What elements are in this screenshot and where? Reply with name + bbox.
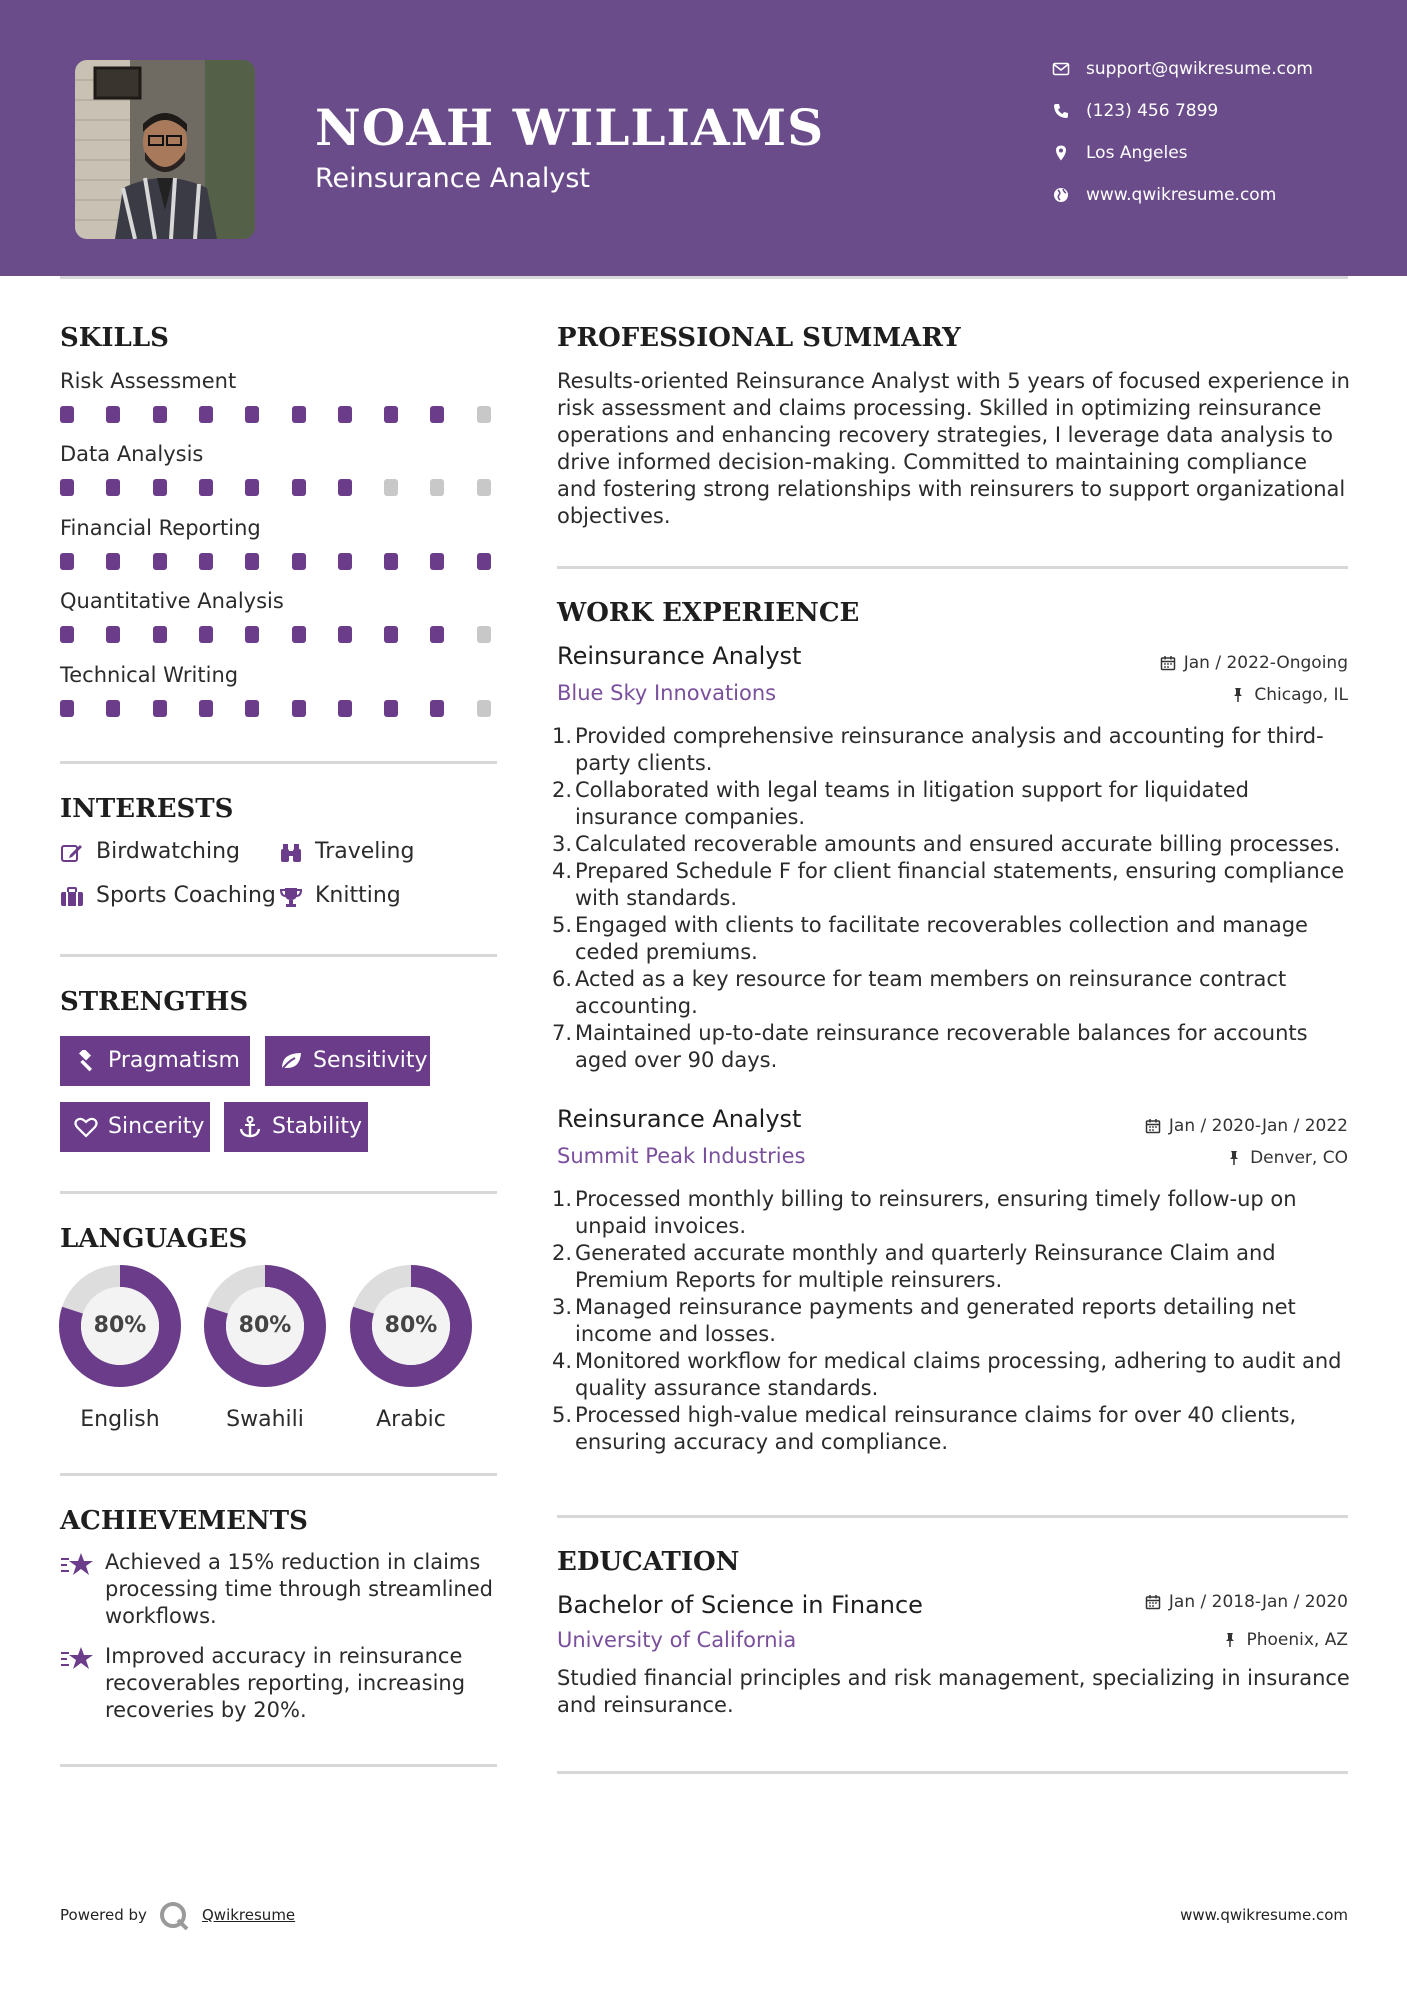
- envelope-icon: [1052, 60, 1070, 78]
- skill-rating: [60, 700, 500, 720]
- job-location: [1226, 1148, 1348, 1168]
- interest-label: Knitting: [315, 883, 401, 908]
- skill-name: Quantitative Analysis: [60, 589, 284, 613]
- interest-item: [279, 837, 414, 867]
- list-item: 4. Monitored workflow for medical claims processing, adhering to audit and quality assurance standards.: [552, 1349, 1342, 1400]
- achievement-text: Improved accuracy in reinsurance recoverables reporting, increasing recoveries by 20%.: [105, 1644, 466, 1722]
- star-icon: [60, 1552, 94, 1578]
- leaf-icon: [279, 1050, 303, 1072]
- achievement-text: Achieved a 15% reduction in claims processing time through streamlined workflows.: [105, 1550, 493, 1628]
- rating-dot-filled: [199, 406, 213, 423]
- rating-dot-filled: [292, 700, 306, 717]
- rating-dot-filled: [245, 700, 259, 717]
- list-item: 6. Acted as a key resource for team members on reinsurance contract accounting.: [552, 967, 1287, 1018]
- anchor-icon: [238, 1116, 262, 1138]
- section-divider: [557, 566, 1348, 569]
- map-pin-icon: [1052, 144, 1070, 162]
- job-dates: [1160, 653, 1348, 673]
- rating-dot-filled: [199, 553, 213, 570]
- list-item: 5. Processed high-value medical reinsurance claims for over 40 clients, ensuring accuracy and compliance.: [552, 1403, 1297, 1454]
- skill-row: [60, 441, 500, 499]
- skill-rating: [60, 626, 500, 646]
- rating-dot-filled: [199, 626, 213, 643]
- rating-dot-empty: [477, 406, 491, 423]
- bullet-text: Maintained up-to-date reinsurance recoverable balances for accounts aged over 90 days.: [575, 1021, 1308, 1072]
- rating-dot-empty: [477, 479, 491, 496]
- job-title: Reinsurance Analyst: [557, 642, 802, 670]
- list-item: 3. Calculated recoverable amounts and ensured accurate billing processes.: [552, 832, 1341, 856]
- strengths-title: STRENGTHS: [60, 987, 249, 1017]
- language-name: English: [80, 1407, 160, 1432]
- rating-dot-filled: [338, 626, 352, 643]
- rating-dot-filled: [106, 700, 120, 717]
- rating-dot-filled: [430, 700, 444, 717]
- rating-dot-filled: [60, 553, 74, 570]
- rating-dot-empty: [384, 479, 398, 496]
- interest-label: Sports Coaching: [96, 883, 276, 908]
- rating-dot-filled: [430, 553, 444, 570]
- strength-label: Pragmatism: [108, 1048, 240, 1073]
- rating-dot-filled: [338, 406, 352, 423]
- skill-name: Data Analysis: [60, 442, 204, 466]
- strength-label: Stability: [272, 1114, 363, 1139]
- rating-dot-filled: [292, 626, 306, 643]
- job-location-text: Chicago, IL: [1254, 685, 1348, 705]
- company-name[interactable]: Summit Peak Industries: [557, 1144, 806, 1168]
- bullet-text: Monitored workflow for medical claims processing, adhering to audit and quality assurance standards.: [575, 1349, 1342, 1400]
- section-divider: [557, 1515, 1348, 1518]
- interest-label: Birdwatching: [96, 839, 240, 864]
- resume-header: [0, 0, 1407, 276]
- job-dates-text: Jan / 2020-Jan / 2022: [1168, 1116, 1348, 1136]
- interest-item: [60, 881, 276, 911]
- achievements-title: ACHIEVEMENTS: [60, 1506, 308, 1536]
- language-item: [203, 1264, 327, 1432]
- rating-dot-empty: [430, 479, 444, 496]
- skill-row: [60, 515, 500, 573]
- job-location: [1230, 685, 1348, 705]
- list-item: 3. Managed reinsurance payments and generated reports detailing net income and losses.: [552, 1295, 1296, 1346]
- trophy-icon: [279, 886, 303, 908]
- bullet-text: Calculated recoverable amounts and ensured accurate billing processes.: [575, 832, 1341, 856]
- gavel-icon: [74, 1050, 98, 1072]
- summary-title: PROFESSIONAL SUMMARY: [557, 323, 961, 353]
- job-location-text: Denver, CO: [1250, 1148, 1348, 1168]
- skill-row: [60, 662, 500, 720]
- bullet-text: Engaged with clients to facilitate recoverables collection and manage ceded premiums.: [575, 913, 1308, 964]
- education-title: EDUCATION: [557, 1547, 740, 1577]
- language-percent: 80%: [93, 1313, 147, 1338]
- experience-title: WORK EXPERIENCE: [557, 598, 860, 628]
- rating-dot-filled: [106, 553, 120, 570]
- job-bullets: [552, 1186, 1350, 1456]
- rating-dot-filled: [60, 626, 74, 643]
- interest-item: [60, 837, 240, 867]
- bullet-text: Acted as a key resource for team members on reinsurance contract accounting.: [575, 967, 1287, 1018]
- rating-dot-filled: [60, 700, 74, 717]
- education-location-text: Phoenix, AZ: [1246, 1630, 1348, 1650]
- contact-phone-text: (123) 456 7899: [1086, 101, 1219, 121]
- job-title: Reinsurance Analyst: [557, 1105, 802, 1133]
- list-item: 1. Processed monthly billing to reinsurers, ensuring timely follow-up on unpaid invoices.: [552, 1187, 1297, 1238]
- degree-title: Bachelor of Science in Finance: [557, 1591, 923, 1619]
- rating-dot-filled: [245, 479, 259, 496]
- interests-title: INTERESTS: [60, 794, 234, 824]
- list-item: 2. Generated accurate monthly and quarterly Reinsurance Claim and Premium Reports for multiple reinsurers.: [552, 1241, 1276, 1292]
- rating-dot-filled: [153, 553, 167, 570]
- education-dates-text: Jan / 2018-Jan / 2020: [1168, 1592, 1348, 1612]
- header-divider: [60, 276, 1348, 279]
- calendar-icon: [1145, 1118, 1161, 1134]
- list-item: 4. Prepared Schedule F for client financial statements, ensuring compliance with standards.: [552, 859, 1345, 910]
- pushpin-icon: [1222, 1632, 1238, 1648]
- bullet-text: Generated accurate monthly and quarterly Reinsurance Claim and Premium Reports for multiple reinsurers.: [575, 1241, 1276, 1292]
- rating-dot-filled: [384, 626, 398, 643]
- qwikresume-logo-icon[interactable]: [158, 1900, 190, 1932]
- contact-website-text: www.qwikresume.com: [1086, 185, 1277, 205]
- rating-dot-filled: [430, 626, 444, 643]
- rating-dot-filled: [199, 479, 213, 496]
- footer-website[interactable]: www.qwikresume.com: [1180, 1906, 1348, 1924]
- section-divider: [60, 954, 497, 957]
- list-item: 1. Provided comprehensive reinsurance analysis and accounting for third-party clients.: [552, 724, 1324, 775]
- calendar-icon: [1160, 655, 1176, 671]
- edit-icon: [60, 842, 84, 864]
- achievement-item: [60, 1643, 500, 1724]
- strength-badge: [265, 1036, 430, 1086]
- job-bullets: [552, 723, 1350, 1074]
- rating-dot-filled: [60, 479, 74, 496]
- contact-list: [1048, 56, 1388, 224]
- rating-dot-filled: [153, 626, 167, 643]
- rating-dot-filled: [430, 406, 444, 423]
- job-dates-text: Jan / 2022-Ongoing: [1183, 653, 1348, 673]
- education-location: [1222, 1630, 1348, 1650]
- summary-text: Results-oriented Reinsurance Analyst with 5 years of focused experience in risk assessment and claims processing. Skilled in optimizing reinsurance operations and enhancing recovery strategies, I leverage data analysis to drive informed decision-making. Committed to maintaining compliance and fostering strong relationships with reinsurers to support organizational objectives.: [557, 369, 1350, 528]
- contact-email[interactable]: [1048, 56, 1388, 98]
- rating-dot-filled: [199, 700, 213, 717]
- education-description: Studied financial principles and risk management, specializing in insurance and reinsurance.: [557, 1666, 1350, 1717]
- rating-dot-filled: [60, 406, 74, 423]
- skill-rating: [60, 479, 500, 499]
- strength-badge: [60, 1102, 210, 1152]
- skill-name: Risk Assessment: [60, 369, 237, 393]
- skill-rating: [60, 553, 500, 573]
- rating-dot-filled: [245, 406, 259, 423]
- binoculars-icon: [279, 842, 303, 864]
- language-item: [349, 1264, 473, 1432]
- qwikresume-link[interactable]: Qwikresume: [202, 1906, 296, 1924]
- languages-title: LANGUAGES: [60, 1224, 248, 1254]
- language-name: Arabic: [376, 1407, 446, 1432]
- language-percent: 80%: [238, 1313, 292, 1338]
- section-divider: [557, 1771, 1348, 1774]
- bullet-text: Processed high-value medical reinsurance claims for over 40 clients, ensuring accuracy and compliance.: [575, 1403, 1297, 1454]
- rating-dot-filled: [106, 406, 120, 423]
- briefcase-icon: [60, 886, 84, 908]
- job-dates: [1145, 1116, 1348, 1136]
- bullet-text: Prepared Schedule F for client financial statements, ensuring compliance with standards.: [575, 859, 1345, 910]
- pushpin-icon: [1226, 1150, 1242, 1166]
- education-dates: [1145, 1592, 1348, 1612]
- section-divider: [60, 1191, 497, 1194]
- candidate-role: Reinsurance Analyst: [315, 163, 591, 194]
- rating-dot-filled: [384, 406, 398, 423]
- heart-icon: [74, 1116, 98, 1138]
- rating-dot-filled: [153, 479, 167, 496]
- rating-dot-filled: [106, 626, 120, 643]
- candidate-name: NOAH WILLIAMS: [315, 98, 825, 157]
- skill-name: Technical Writing: [60, 663, 239, 687]
- bullet-text: Managed reinsurance payments and generated reports detailing net income and losses.: [575, 1295, 1296, 1346]
- rating-dot-filled: [292, 553, 306, 570]
- rating-dot-filled: [292, 406, 306, 423]
- bullet-text: Processed monthly billing to reinsurers, ensuring timely follow-up on unpaid invoices.: [575, 1187, 1297, 1238]
- phone-icon: [1052, 102, 1070, 120]
- contact-email-text: support@qwikresume.com: [1086, 59, 1313, 79]
- contact-website[interactable]: [1048, 182, 1388, 224]
- list-item: 5. Engaged with clients to facilitate recoverables collection and manage ceded premiums.: [552, 913, 1308, 964]
- section-divider: [60, 1764, 497, 1767]
- rating-dot-filled: [338, 700, 352, 717]
- bullet-text: Provided comprehensive reinsurance analysis and accounting for third-party clients.: [575, 724, 1324, 775]
- rating-dot-filled: [106, 479, 120, 496]
- strength-label: Sensitivity: [313, 1048, 428, 1073]
- skills-title: SKILLS: [60, 323, 169, 353]
- language-name: Swahili: [226, 1407, 304, 1432]
- rating-dot-filled: [384, 553, 398, 570]
- bullet-text: Collaborated with legal teams in litigation support for liquidated insurance companies.: [575, 778, 1250, 829]
- contact-location: [1048, 140, 1388, 182]
- rating-dot-filled: [338, 553, 352, 570]
- rating-dot-filled: [477, 553, 491, 570]
- pushpin-icon: [1230, 687, 1246, 703]
- globe-icon: [1052, 186, 1070, 204]
- language-percent: 80%: [384, 1313, 438, 1338]
- section-divider: [60, 1473, 497, 1476]
- rating-dot-filled: [338, 479, 352, 496]
- rating-dot-filled: [245, 553, 259, 570]
- interest-label: Traveling: [315, 839, 415, 864]
- contact-phone[interactable]: [1048, 98, 1388, 140]
- company-name[interactable]: Blue Sky Innovations: [557, 681, 777, 705]
- contact-location-text: Los Angeles: [1086, 143, 1188, 163]
- strength-badge: [224, 1102, 368, 1152]
- skill-row: [60, 368, 500, 426]
- list-item: 7. Maintained up-to-date reinsurance recoverable balances for accounts aged over 90 days.: [552, 1021, 1308, 1072]
- school-name[interactable]: University of California: [557, 1628, 797, 1652]
- skill-rating: [60, 406, 500, 426]
- rating-dot-filled: [384, 700, 398, 717]
- strength-label: Sincerity: [108, 1114, 205, 1139]
- achievement-item: [60, 1549, 500, 1630]
- section-divider: [60, 761, 497, 764]
- rating-dot-filled: [153, 406, 167, 423]
- interest-item: [279, 881, 401, 911]
- profile-photo: [75, 60, 255, 239]
- list-item: 2. Collaborated with legal teams in litigation support for liquidated insurance companies.: [552, 778, 1250, 829]
- rating-dot-filled: [153, 700, 167, 717]
- rating-dot-filled: [292, 479, 306, 496]
- language-item: [58, 1264, 182, 1432]
- skill-row: [60, 588, 500, 646]
- rating-dot-filled: [245, 626, 259, 643]
- star-icon: [60, 1646, 94, 1672]
- rating-dot-empty: [477, 626, 491, 643]
- powered-by-text: Powered by: [60, 1906, 147, 1924]
- strength-badge: [60, 1036, 250, 1086]
- calendar-icon: [1145, 1594, 1161, 1610]
- skill-name: Financial Reporting: [60, 516, 261, 540]
- rating-dot-empty: [477, 700, 491, 717]
